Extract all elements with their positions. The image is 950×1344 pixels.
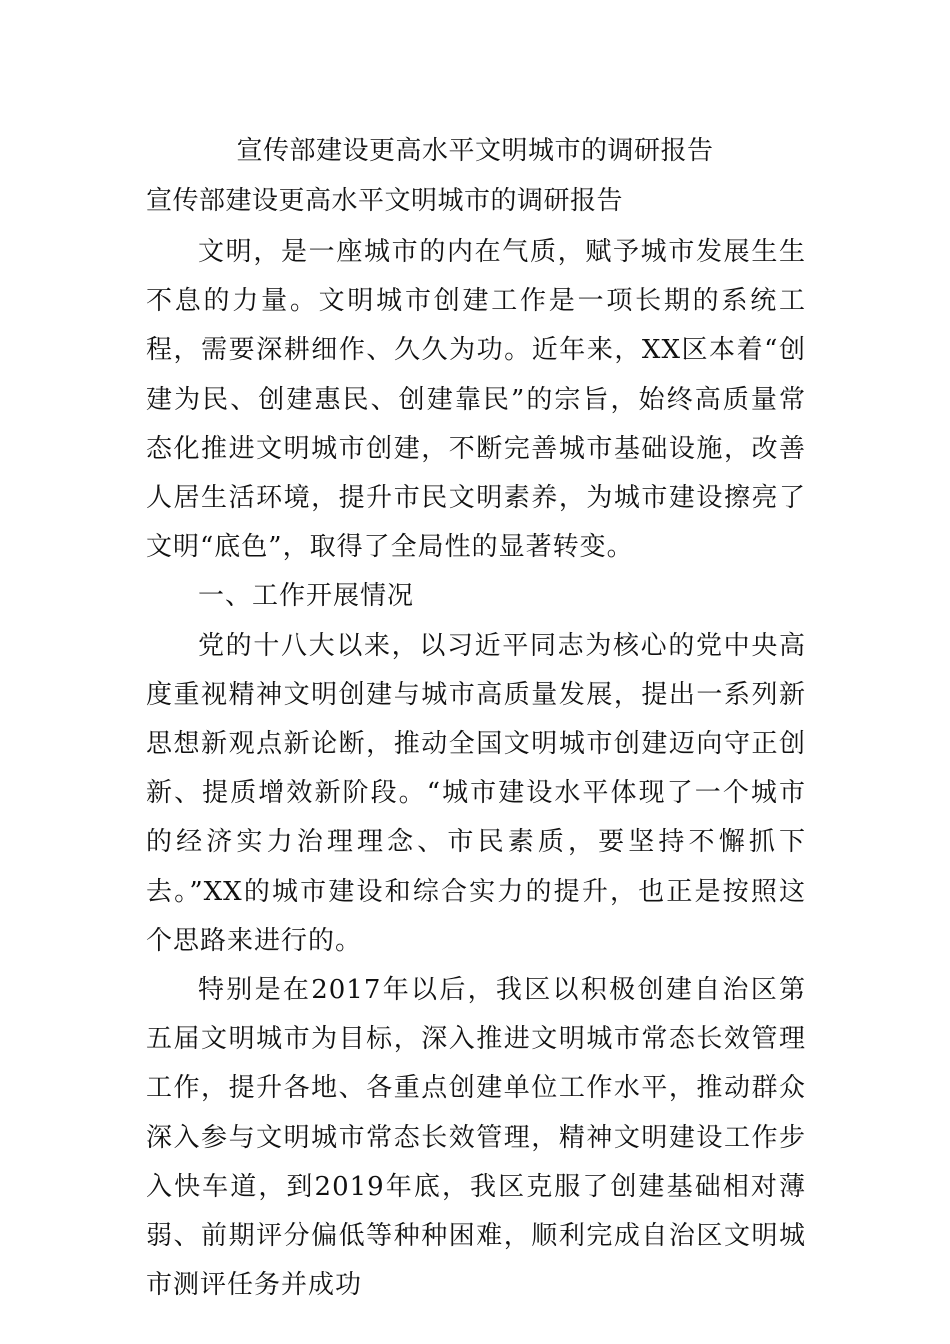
paragraph-background: 党的十八大以来，以习近平同志为核心的党中央高度重视精神文明创建与城市高质量发展，提出一系列新思想新观点新论断，推动全国文明城市创建迈向守正创新、提质增效新阶段。“城市建设水平体现了一个城市的经济实力治理理念、市民素质，要坚持不懈抓下去。”XX的城市建设和综合实力的提升，也正是按照这个思路来进行的。 bbox=[146, 630, 806, 956]
document-subtitle: 宣传部建设更高水平文明城市的调研报告 bbox=[146, 186, 624, 216]
section-heading-work-progress: 一、工作开展情况 bbox=[198, 581, 415, 612]
paragraph-progress-2017: 特别是在2017年以后，我区以积极创建自治区第五届文明城市为目标，深入推进文明城市常态长效管理工作，提升各地、各重点创建单位工作水平，推动群众深入参与文明城市常态长效管理，精神文明建设工作步入快车道，到2019年底，我区克服了创建基础相对薄弱、前期评分偏低等种种困难，顺利完成自治区文明城市测评任务并成功 bbox=[146, 975, 806, 1301]
document-body bbox=[146, 228, 806, 1310]
document-title: 宣传部建设更高水平文明城市的调研报告 bbox=[236, 136, 714, 166]
paragraph-intro: 文明，是一座城市的内在气质，赋予城市发展生生不息的力量。文明城市创建工作是一项长期的系统工程，需要深耕细作、久久为功。近年来，XX区本着“创建为民、创建惠民、创建靠民”的宗旨，始终高质量常态化推进文明城市创建，不断完善城市基础设施，改善人居生活环境，提升市民文明素养，为城市建设擦亮了文明“底色”，取得了全局性的显著转变。 bbox=[146, 237, 806, 563]
